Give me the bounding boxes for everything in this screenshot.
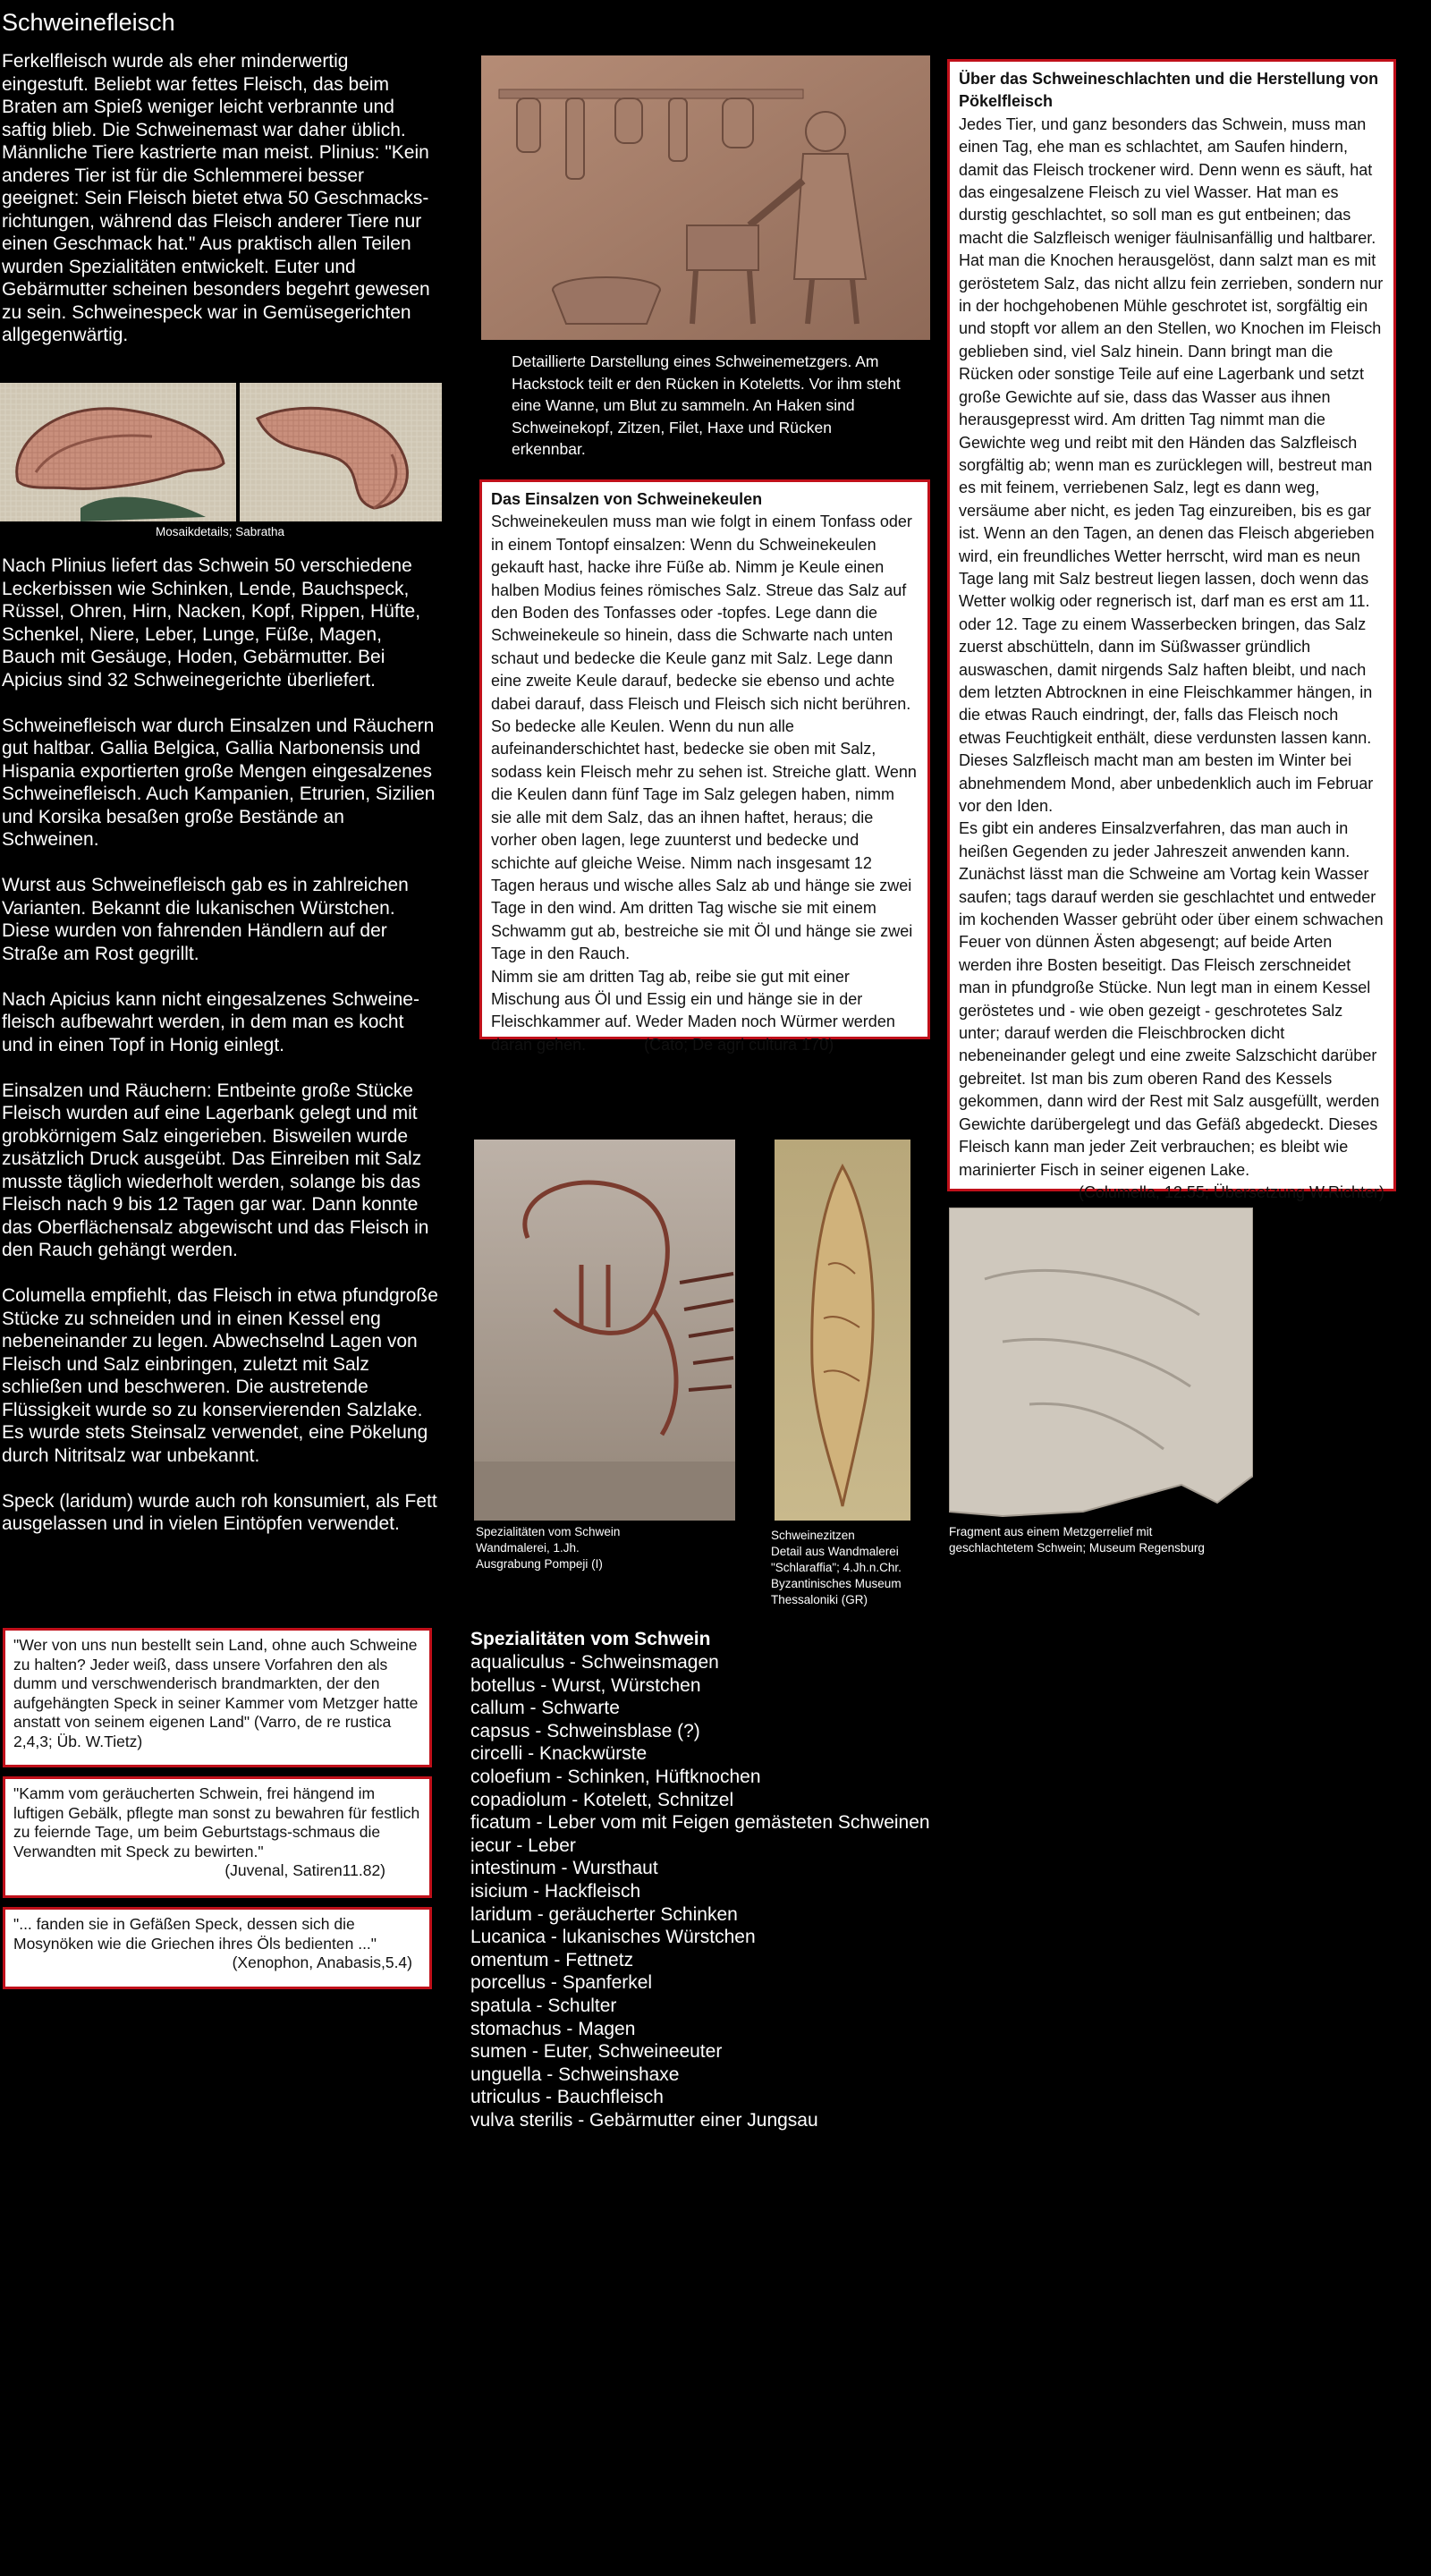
quote-text: "... fanden sie in Gefäßen Speck, dessen sich die Mosynöken wie die Griechen ihres Öls bedienten ..." — [13, 1915, 377, 1953]
butcher-relief-image — [481, 55, 930, 340]
specialty-item: sumen - Euter, Schweineeuter — [470, 2041, 723, 2063]
specialty-item: aqualiculus - Schweinsmagen — [470, 1652, 719, 1673]
main-text — [2, 555, 440, 1536]
main-paragraph: Wurst aus Schweinefleisch gab es in zahlreichen Varianten. Bekannt die lukanischen Würstchen. Diese wurden von fahrenden Händlern auf der Straße am Rost gegrillt. — [2, 875, 409, 964]
mosaic-image-right — [240, 383, 442, 521]
regensburg-relief-fragment-image — [949, 1208, 1253, 1521]
main-paragraph: Speck (laridum) wurde auch roh konsumiert, als Fett ausgelassen und in vielen Eintöpfen verwendet. — [2, 1490, 437, 1534]
mosaic-image-left — [0, 383, 236, 521]
quote-box-xenophon — [3, 1907, 432, 1989]
specialty-item: laridum - geräucherter Schinken — [470, 1903, 738, 1925]
columella-box-paragraph: Jedes Tier, und ganz besonders das Schwein, muss man einen Tag, ehe man es schlachtet, am Saufen hindern, damit das Fleisch trockener wird. Denn wenn es säuft, hat das eingesalzene Fleisch zu viel Wasser. Hat man es durstig geschlachtet, so soll man es gut entbeinen; das macht die Salzfleisch weniger fäulnisanfällig und haltbarer. Hat man die Knochen herausgelöst, dann salzt man es mit geröstetem Salz, das nicht allzu fein zerrieben, sondern nur in der hochgehobenen Mühle geschrotet ist, sorgfältig ein und stopft vor allem an den Stellen, wo Knochen im Fleisch geblieben sind, viel Salz hinein. Dann bringt man die Rücken oder sonstige Teile auf eine Lagerbank und setzt große Gewichte auf sie, dass das Wasser aus ihnen herausgepresst wird. Am dritten Tag nimmt man die Gewichte weg und reibt mit den Händen das Salzfleisch sorgfältig ab; wenn man es zurücklegen will, bestreut man es mit feinem, verriebenen Salz, legt es dann weg, versäume aber nicht, es jeden Tag einzureiben, bis es gar ist. Wenn an den Tagen, an denen das Fleisch abgerieben wird, ein freundliches Wetter herrscht, wird man es neun Tage lang mit Salz bestreut liegen lassen, doch wenn das Wetter wolkig oder regnerisch ist, darf man es erst am 11. oder 12. Tage zu einem Wasserbecken bringen, das Salz zuerst abschütteln, dann im Süßwasser gründlich auswaschen, damit nirgends Salz haften bleibt, und nach dem letzten Abtrocknen in eine Fleischkammer hängen, in die etwas Rauch eindringt, der, falls das Fleisch noch etwas Feuchtigkeit enthält, diese verdunsten lassen kann. Dieses Salzfleisch macht man am besten im Winter bei abnehmendem Mond, aber unbedenklich auch im Februar vor den Iden. — [959, 114, 1384, 815]
main-paragraph: Einsalzen und Räuchern: Entbeinte große Stücke Fleisch wurden auf eine Lagerbank gelegt und mit grobkörnigem Salz eingerieben. Bisweilen wurde zusätzlich Druck ausgeübt. Das Einreiben mit Salz musste täglich wiederholt werden, solange bis das Fleisch nach 9 bis 12 Tagen gar war. Dann konnte das Oberflächensalz abgewischt und das Fleisch in den Rauch gehängt werden. — [2, 1080, 429, 1260]
cato-box-paragraph: Nimm sie am dritten Tag ab, reibe sie gut mit einer Mischung aus Öl und Essig ein und hänge sie in der Fleischkammer auf. Weder Maden noch Würmer werden daran gehen. (Cato; De agri cultura 170) — [491, 967, 895, 1054]
specialty-item: omentum - Fettnetz — [470, 1949, 634, 1970]
columella-box-title: Über das Schweineschlachten und die Herstellung von Pökelfleisch — [959, 70, 1379, 111]
mosaic-caption: Mosaikdetails; Sabratha — [155, 525, 285, 538]
quote-source: (Juvenal, Satiren11.82) — [224, 1861, 385, 1879]
main-paragraph: Nach Plinius liefert das Schwein 50 verschiedene Leckerbissen wie Schinken, Lende, Bauchspeck, Rüssel, Ohren, Hirn, Nacken, Kopf, Rippen, Hüfte, Schenkel, Niere, Leber, Lunge, Füße, Magen, Bauch mit Gesäuge, Hoden, Gebärmutter. Bei Apicius sind 32 Schweinegerichte überliefert. — [2, 555, 421, 691]
quote-text: "Wer von uns nun bestellt sein Land, ohne auch Schweine zu halten? Jeder weiß, dass unsere Vorfahren den als dumm und verschwenderisch brandmarkten, der den aufgehängten Speck in seiner Kammer vom Metzger hatte anstatt von seinem eigenen Land" (Varro, de re rustica 2,4,3; Üb. W.Tietz) — [13, 1636, 419, 1750]
specialty-item: callum - Schwarte — [470, 1698, 620, 1719]
cato-box-paragraph: Schweinekeulen muss man wie folgt in einem Tonfass oder in einem Tontopf einsalzen: Wenn du Schweinekeulen gekauft hast, hacke ihre Füße ab. Nimm je Keule einen halben Modius feines römisches Salz. Streue das Salz auf den Boden des Tonfasses oder -topfes. Lege dann die Schweinekeule so hinein, dass die Schwarte nach unten schaut und bedecke die Keule ganz mit Salz. Lege dann eine zweite Keule darauf, bedecke sie ebenso und achte dabei darauf, dass Fleisch und Fleisch sich nicht berühren. So bedecke alle Keulen. Wenn du nun alle aufeinanderschichtet hast, bedecke sie oben mit Salz, sodass kein Fleisch mehr zu sehen ist. Streiche glatt. Wenn die Keulen dann fünf Tage im Salz gelegen haben, nimm sie alle mit dem Salz, das an ihnen haftet, heraus; die vorher oben lagen, lege zuunterst und bedecke und schichte auf gleiche Weise. Nimm nach insgesamt 12 Tagen heraus und wische alles Salz ab und hänge sie zwei Tage in den wind. Am dritten Tag wische sie mit einem Schwamm gut ab, bestreiche sie mit Öl und hänge sie zwei Tage in den Rauch. — [491, 513, 917, 963]
specialty-item: copadiolum - Kotelett, Schnitzel — [470, 1789, 734, 1810]
quote-text: "Kamm vom geräucherten Schwein, frei hängend im luftigen Gebälk, pflegte man sonst zu bewahren für festlich zu feiernde Tage, um beim Geburtstags-schmaus die Verwandten mit Speck zu bewirten." — [13, 1784, 420, 1860]
specialty-item: Lucanica - lukanisches Würstchen — [470, 1927, 756, 1948]
quote-source: (Xenophon, Anabasis,5.4) — [232, 1953, 412, 1971]
columella-quote-box — [947, 59, 1396, 1201]
specialties-list — [470, 1651, 1007, 2131]
specialty-item: coloefium - Schinken, Hüftknochen — [470, 1766, 761, 1787]
cato-box-title: Das Einsalzen von Schweinekeulen — [491, 490, 763, 508]
columella-box-paragraph: Es gibt ein anderes Einsalzverfahren, das man auch in heißen Gegenden zu jeder Jahreszeit anwenden kann. Zunächst lässt man die Schweine am Vortag kein Wasser saufen; tags darauf werden sie geschlachtet und entweder im kochenden Wasser gebrüht oder über einem schwachen Feuer von dünnen Ästen abgesengt; auf beide Arten werden ihre Bosten beseitigt. Das Fleisch zerschneidet man in pfundgroße Stücke. Nun legt man in einem Kessel geröstetes und - wie oben gezeigt - geschrotetes Salz unter; darauf werden die Fleischbrocken dicht nebeneinander gelegt und eine zweite Salzschicht darüber gebreitet. Ist man bis zum oberen Rand des Kessels gekommen, dann wird der Rest mit Salz ausgefüllt, werden Gewichte darübergelegt und das Gefäß abgedeckt. Dieses Fleisch kann man jeder Zeit verbrauchen; es bleibt wie marinierter Fisch in seiner eigenen Lake. — [959, 819, 1384, 1179]
thessaloniki-wallpainting-image — [775, 1140, 910, 1521]
specialty-item: intestinum - Wursthaut — [470, 1858, 658, 1879]
main-paragraph: Nach Apicius kann nicht eingesalzenes Schweine-fleisch aufbewahrt werden, in dem man es kocht und in einen Topf in Honig einlegt. — [2, 988, 419, 1055]
specialty-item: capsus - Schweinsblase (?) — [470, 1720, 700, 1741]
pompeii-caption: Spezialitäten vom Schwein Wandmalerei, 1.Jh. Ausgrabung Pompeji (I) — [476, 1525, 621, 1571]
page-title: Schweinefleisch — [2, 9, 175, 36]
specialty-item: vulva sterilis - Gebärmutter einer Jungsau — [470, 2109, 818, 2131]
specialty-item: porcellus - Spanferkel — [470, 1972, 653, 1994]
thessaloniki-caption: Schweinezitzen Detail aus Wandmalerei "Schlaraffia"; 4.Jh.n.Chr. Byzantinisches Museum Thessaloniki (GR) — [771, 1529, 902, 1606]
specialty-item: utriculus - Bauchfleisch — [470, 2087, 664, 2108]
cato-box-source: (Cato; De agri cultura 170) — [644, 1035, 834, 1054]
quote-box-varro — [3, 1628, 432, 1767]
regensburg-caption: Fragment aus einem Metzgerrelief mit geschlachtetem Schwein; Museum Regensburg — [949, 1525, 1205, 1555]
specialty-item: isicium - Hackfleisch — [470, 1880, 641, 1902]
cato-quote-box — [479, 479, 930, 1054]
columella-box-source: (Columella, 12.55; Übersetzung W.Richter) — [1078, 1182, 1384, 1201]
specialty-item: botellus - Wurst, Würstchen — [470, 1674, 701, 1696]
specialty-item: ficatum - Leber vom mit Feigen gemästeten Schweinen — [470, 1812, 930, 1834]
lead-paragraph: Ferkelfleisch wurde als eher minderwertig eingestuft. Beliebt war fettes Fleisch, das beim Braten am Spieß weniger leicht verbrannte und saftig blieb. Die Schweinemast war daher üblich. Männliche Tiere kastrierte man meist. Plinius: "Kein anderes Tier ist für die Schlemmerei besser geeignet: Sein Fleisch bietet etwa 50 Geschmacks-richtungen, während das Fleisch anderer Tiere nur einen Geschmack hat." Aus praktisch allen Teilen wurden Spezialitäten entwickelt. Euter und Gebärmutter scheinen besonders begehrt gewesen zu sein. Schweinespeck war in Gemüsegerichten allgegenwärtig. — [2, 51, 430, 345]
specialty-item: spatula - Schulter — [470, 1995, 617, 2016]
butcher-relief-caption: Detaillierte Darstellung eines Schweinemetzgers. Am Hackstock teilt er den Rücken in Koteletts. Vor ihm steht eine Wanne, um Blut zu sammeln. An Haken sind Schweinekopf, Zitzen, Filet, Haxe und Rücken erkennbar. — [512, 352, 901, 458]
main-paragraph: Columella empfiehlt, das Fleisch in etwa pfundgroße Stücke zu schneiden und in einen Kessel eng nebeneinander zu legen. Abwechselnd Lagen von Fleisch und Salz einbringen, zuletzt mit Salz schließen und beschweren. Die austretende Flüssigkeit wurde so zu konservierenden Salzlake. Es wurde stets Steinsalz verwendet, eine Pökelung durch Nitritsalz war unbekannt. — [2, 1285, 438, 1466]
specialty-item: circelli - Knackwürste — [470, 1743, 648, 1765]
specialties-title: Spezialitäten vom Schwein — [470, 1629, 711, 1649]
specialty-item: iecur - Leber — [470, 1835, 576, 1856]
specialty-item: unguella - Schweinshaxe — [470, 2063, 680, 2085]
specialty-item: stomachus - Magen — [470, 2018, 636, 2039]
pompeii-wallpainting-image — [474, 1140, 735, 1521]
quote-box-juvenal — [3, 1776, 432, 1898]
main-paragraph: Schweinefleisch war durch Einsalzen und Räuchern gut haltbar. Gallia Belgica, Gallia Narbonensis und Hispania exportierten große Mengen eingesalzenes Schweinefleisch. Auch Kampanien, Etrurien, Sizilien und Korsika besaßen große Bestände an Schweinen. — [2, 715, 436, 850]
